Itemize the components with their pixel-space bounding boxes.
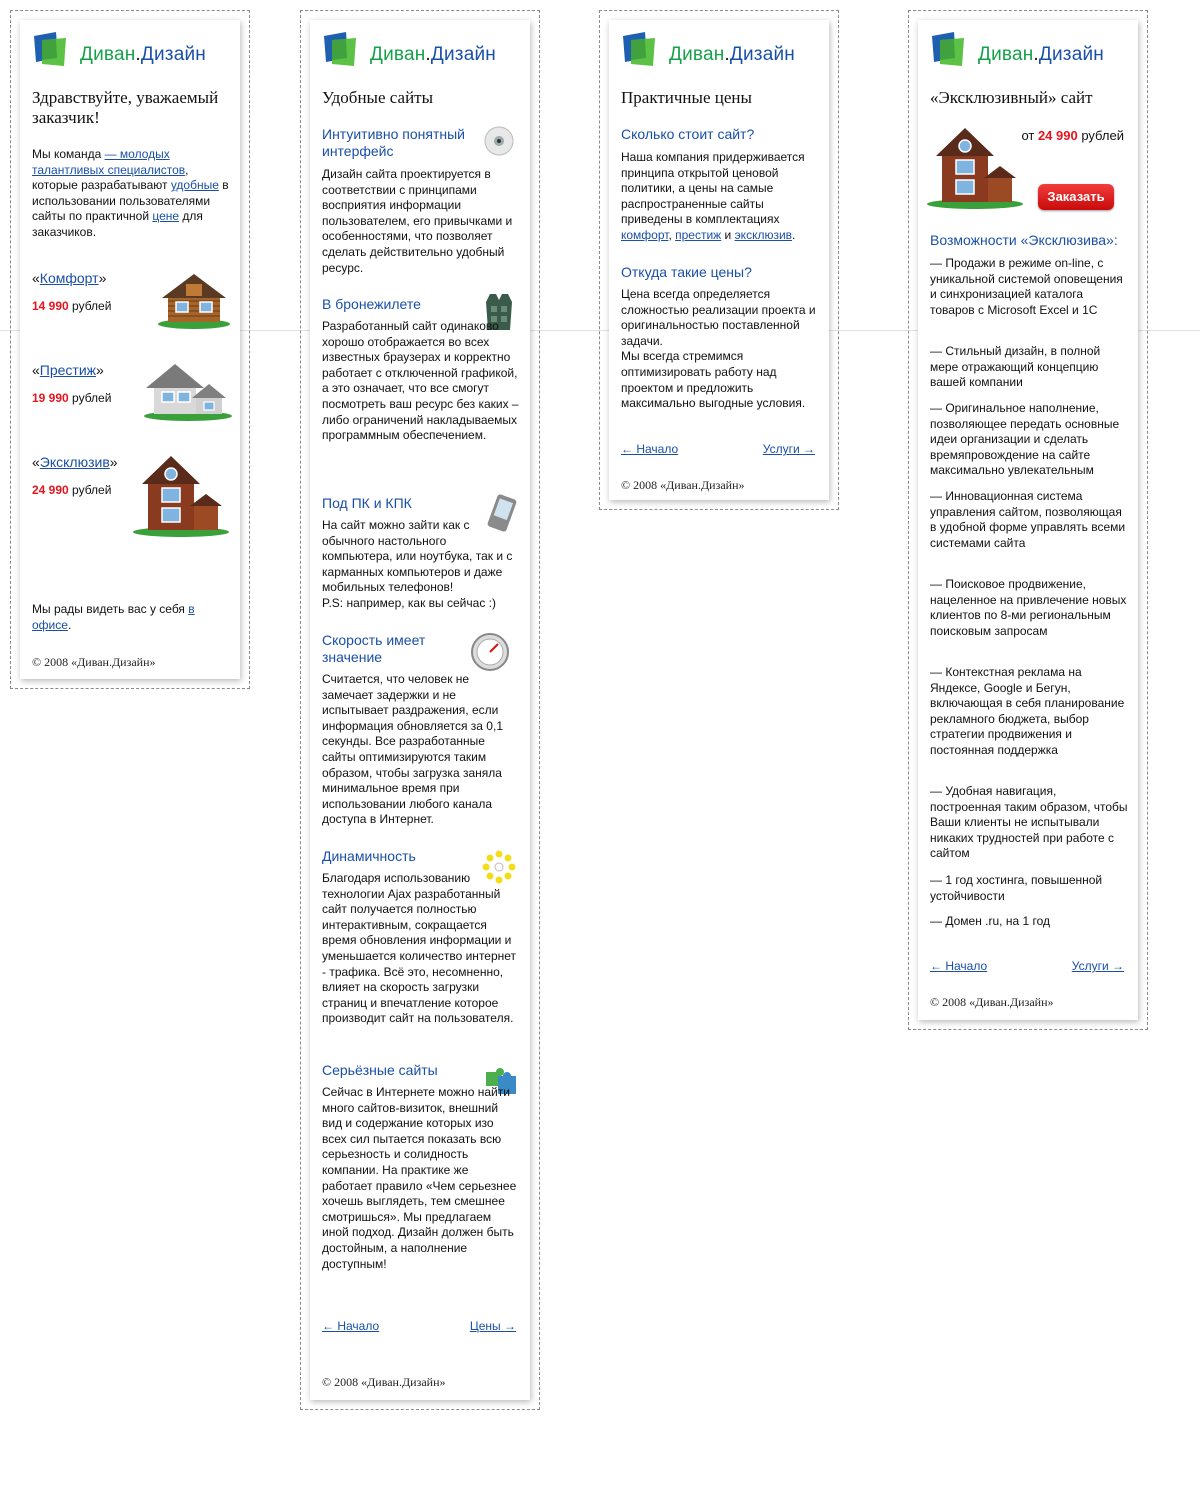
nav-next-link[interactable]: Услуги → (762, 442, 815, 456)
feature-text-speed: Считается, что человек не замечает задержки и не испытывает раздражения, если информация обновляется за 0,1 секунды. Все разработанные сайты оптимизируются таким образом, чтобы загрузка заняла минимальное время при использовании любого канала доступа в Интернет. (322, 672, 503, 827)
usability-link[interactable]: удобные (170, 178, 219, 193)
feature-heading-devices: Под ПК и КПК (322, 495, 412, 511)
page-title: «Эксклюзивный» сайт (930, 88, 1093, 107)
feature-text-interface: Дизайн сайта проектируется в соответствии с принципами восприятия информации пользователем, его привычками и особенностями, что позволяет сделать действительно удобный ресурс. (322, 167, 513, 275)
exclusive-price: от 24 990 рублей (1021, 128, 1124, 143)
page-title: Здравствуйте, уважаемый заказчик! (32, 88, 219, 127)
office-link[interactable]: в офисе (32, 602, 195, 632)
feature-item: — Оригинальное наполнение, позволяющее передать основные идеи организации и сделать времяпровождение на сайте максимально увлекательным (930, 401, 1120, 478)
comfort-link[interactable]: комфорт (621, 227, 669, 242)
package-exclusive-link[interactable]: Эксклюзив (39, 454, 110, 470)
brick-house-icon (926, 124, 1024, 210)
logo[interactable]: Диван.Дизайн (320, 30, 520, 70)
logo-icon (320, 30, 360, 68)
nav-prev-link[interactable]: ← Начало (322, 1319, 380, 1333)
features-heading: Возможности «Эксклюзива»: (930, 232, 1118, 248)
feature-heading-dynamic: Динамичность (322, 848, 416, 864)
feature-item: — 1 год хостинга, повышенной устойчивости (930, 873, 1103, 903)
nav-prev-link[interactable]: ← Начало (930, 959, 988, 973)
log-cabin-icon (158, 270, 230, 330)
brick-house-icon (132, 452, 230, 538)
team-link[interactable]: — молодых талантливых специалистов (32, 147, 186, 177)
copyright: © 2008 «Диван.Дизайн» (930, 995, 1054, 1009)
page2-card (310, 20, 530, 1400)
question-why: Откуда такие цены? (621, 264, 752, 280)
feature-item: — Стильный дизайн, в полной мере отражающий концепцию вашей компании (930, 344, 1101, 390)
page-title: Удобные сайты (322, 88, 434, 107)
package-exclusive-title: «Эксклюзив» (32, 454, 118, 470)
logo[interactable]: Диван.Дизайн (619, 30, 819, 70)
page3-card (609, 20, 829, 500)
copyright: © 2008 «Диван.Дизайн» (621, 478, 745, 492)
feature-item: — Удобная навигация, построенная таким образом, чтобы Ваши клиенты не испытывали никаких трудностей при работе с сайтом (930, 784, 1128, 861)
feature-heading-armor: В бронежилете (322, 296, 421, 312)
feature-text-devices: На сайт можно зайти как с обычного настольного компьютера, или ноутбука, так и с карманных компьютеров и даже мобильных телефонов! P.S: например, как вы сейчас :) (322, 518, 513, 610)
logo[interactable]: Диван.Дизайн (30, 30, 230, 70)
office-text: Мы рады видеть вас у себя в офисе. (32, 602, 195, 632)
question-cost: Сколько стоит сайт? (621, 126, 755, 142)
page1-card (20, 20, 240, 679)
order-button[interactable]: Заказать (1038, 184, 1114, 210)
feature-item: — Домен .ru, на 1 год (930, 914, 1050, 928)
speedometer-icon (470, 632, 510, 672)
page4-card (918, 20, 1138, 1020)
package-comfort-price: 14 990 рублей (32, 299, 112, 313)
feature-heading-speed: Скорость имеет значение (322, 632, 426, 665)
copyright: © 2008 «Диван.Дизайн» (322, 1375, 446, 1389)
feature-item: — Поисковое продвижение, нацеленное на привлечение новых клиентов по 8-ми региональным поисковым запросам (930, 577, 1127, 638)
copyright: © 2008 «Диван.Дизайн» (32, 655, 156, 669)
package-prestige-price: 19 990 рублей (32, 391, 112, 405)
page-title: Практичные цены (621, 88, 752, 107)
feature-item: — Продажи в режиме on-line, с уникальной системой оповещения и синхронизацией каталога товаров с Microsoft Excel и 1С (930, 256, 1123, 317)
package-exclusive-price: 24 990 рублей (32, 483, 112, 497)
package-comfort-title: «Комфорт» (32, 270, 107, 286)
feature-text-dynamic: Благодаря использованию технологии Ajax разработанный сайт получается полностью интерактивным, сокращается время обновления информации и уменьшается количество интернет - трафика. Всё это, несомненно, влияет на скорость загрузки страниц и впечатление которое производит сайт на пользователя. (322, 871, 517, 1026)
exclusive-link[interactable]: эксклюзив (734, 227, 793, 242)
logo[interactable]: Диван.Дизайн (928, 30, 1128, 70)
camera-icon (482, 124, 516, 158)
feature-text-armor: Разработанный сайт одинаково хорошо отображается во всех известных браузерах и корректно работает с отключенной графикой, а это означает, что все смогут посмотреть ваш ресурс без каких – либо ограничений накладываемых программным обеспечением. (322, 319, 519, 443)
nav-next-link[interactable]: Цены → (469, 1319, 516, 1333)
feature-heading-serious: Серьёзные сайты (322, 1062, 438, 1078)
feature-item: — Инновационная система управления сайтом, позволяющая в удобной форме управлять всеми системами сайта (930, 489, 1126, 550)
nav-next-link[interactable]: Услуги → (1071, 959, 1124, 973)
price-link[interactable]: цене (152, 209, 180, 224)
package-prestige-title: «Престиж» (32, 362, 104, 378)
answer-why: Цена всегда определяется сложностью реализации проекта и оригинальностью поставленной задачи. Мы всегда стремимся оптимизировать работу над проектом и предложить максимально выгодные условия. (621, 287, 816, 411)
logo-icon (619, 30, 659, 68)
feature-heading-interface: Интуитивно понятный интерфейс (322, 126, 465, 159)
package-comfort-link[interactable]: Комфорт (39, 270, 99, 286)
nav-prev-link[interactable]: ← Начало (621, 442, 679, 456)
prestige-link[interactable]: престиж (675, 227, 722, 242)
intro-text: Мы команда — молодых талантливых специалистов, которые разрабатывают удобные в использовании пользователями сайты по практичной цене для заказчиков. (32, 147, 229, 239)
answer-cost: Наша компания придерживается принципа открытой ценовой политики, а цены на самые распространенные сайты приведены в комплектациях комфорт, престиж и эксклюзив. (621, 150, 805, 242)
feature-item: — Контекстная реклама на Яндексе, Google и Бегун, включающая в себя планирование рекламного бюджета, выбор стратегии продвижения и постоянная поддержка (930, 665, 1125, 757)
logo-icon (928, 30, 968, 68)
package-prestige-link[interactable]: Престиж (39, 362, 97, 378)
feature-text-serious: Сейчас в Интернете можно найти много сайтов-визиток, внешний вид и содержание которых изо всех сил пытается показать всю серьезность и солидность компании. На практике же работает правило «Чем серьезнее хочешь выглядеть, тем смешнее смотришься». Мы предлагаем иной подход. Дизайн должен быть достойным, а наполнение доступным! (322, 1085, 517, 1271)
logo-icon (30, 30, 70, 68)
grey-house-icon (144, 360, 232, 422)
